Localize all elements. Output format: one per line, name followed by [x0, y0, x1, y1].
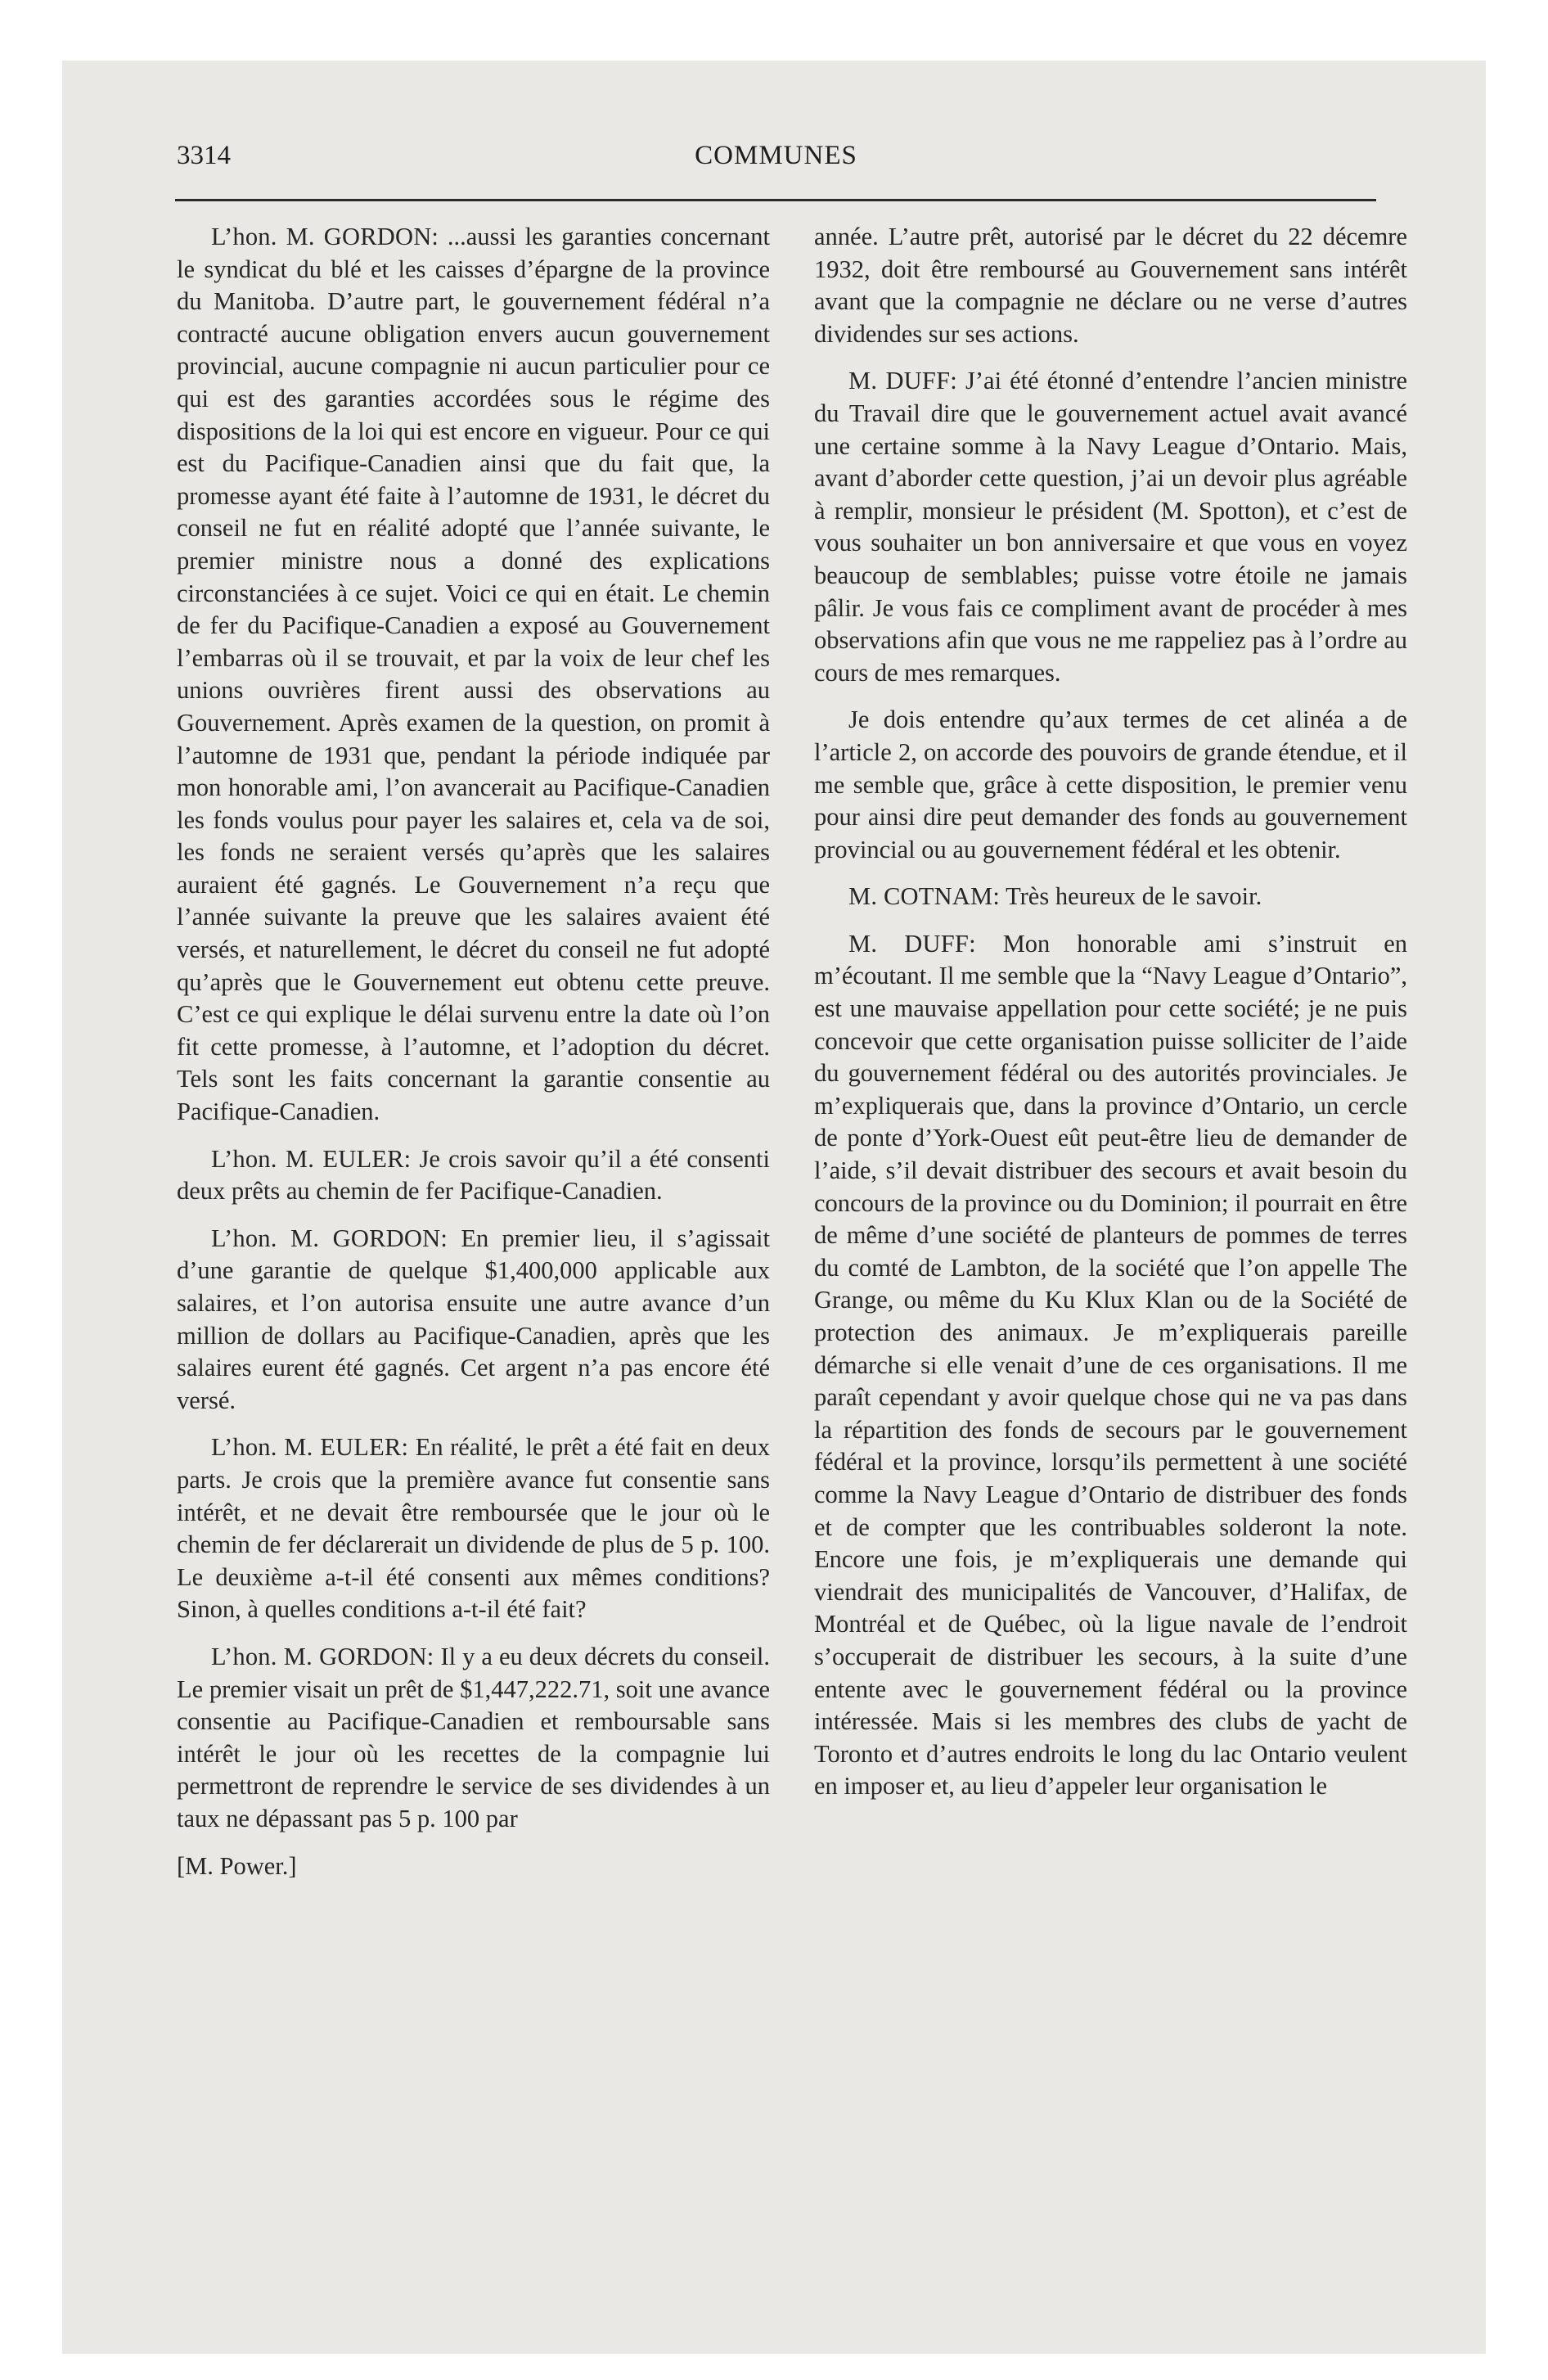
- paragraph-text: J’ai été étonné d’entendre l’ancien ministre du Travail dire que le gouvernement actuel avait avancé une certaine somme à la Navy League d’Ontario. Mais, avant d’aborder cette question, j’ai un devoir plus agréable à remplir, monsieur le président (M. Spotton), et c’est de vous souhaiter un bon anniversaire et que vous en voyez beaucoup de semblables; puisse votre étoile ne jamais pâlir. Je vous fais ce compliment avant de procéder à mes observations afin que vous ne me rappeliez pas à l’ordre au cours de mes remarques.: [814, 367, 1407, 687]
- paragraph: [814, 221, 1407, 350]
- paragraph: [177, 1223, 770, 1418]
- speaker-name: M. DUFF:: [848, 367, 957, 395]
- footer-note: [M. Power.]: [177, 1851, 297, 1880]
- speaker-name: M. COTNAM:: [848, 882, 1001, 911]
- paragraph-text: ...aussi les garanties concernant le syndicat du blé et les caisses d’épargne de la province du Manitoba. D’autre part, le gouvernement fédéral n’a contracté aucune obligation envers aucun gouvernement provincial, aucune compagnie ni aucun particulier pour ce qui est des garanties accordées sous le régime des dispositions de la loi qui est encore en vigueur. Pour ce qui est du Pacifique-Canadien ainsi que du fait que, la promesse ayant été faite à l’automne de 1931, le décret du conseil ne fut en réalité adopté que l’année suivante, le premier ministre nous a donné des explications circonstanciées à ce sujet. Voici ce qui en était. Le chemin de fer du Pacifique-Canadien a exposé au Gouvernement l’embarras où il se trouvait, et par la voix de leur chef les unions ouvrières firent aussi des observations au Gouvernement. Après examen de la question, on promit à l’automne de 1931 que, pendant la période indiquée par mon honorable ami, l’on avancerait au Pacifique-Canadien les fonds voulus pour payer les salaires et, cela va de soi, les fonds ne seraient versés qu’après que les salaires auraient été gagnés. Le Gouvernement n’a reçu que l’année suivante la preuve que les salaires avaient été versés, et naturellement, le décret du conseil ne fut adopté qu’après que le Gouvernement eut obtenu cette preuve. C’est ce qui explique le délai survenu entre la date où l’on fit cette promesse, à l’automne, et l’adoption du décret. Tels sont les faits concernant la garantie consentie au Pacifique-Canadien.: [177, 223, 770, 1126]
- page-header: [177, 141, 1375, 180]
- paragraph-text: Mon honorable ami s’instruit en m’écoutant. Il me semble que la “Navy League d’Ontario”, est une mauvaise appellation pour cette société; je ne puis concevoir que cette organisation puisse solliciter de l’aide du gouvernement fédéral ou des autorités provinciales. Je m’expliquerais que, dans la province d’Ontario, un cercle de ponte d’York-Ouest eût peut-être lieu de demander de l’aide, s’il devait distribuer des secours et avait besoin du concours de la province ou du Dominion; il pourrait en être de même d’une société de planteurs de pommes de terres du comté de Lambton, de la société que l’on appelle The Grange, ou même du Ku Klux Klan ou de la Société de protection des animaux. Je m’expliquerais pareille démarche si elle venait d’une de ces organisations. Il me paraît cependant y avoir quelque chose qui ne va pas dans la répartition des fonds de secours par le gouvernement fédéral et la province, lorsqu’ils permettent à une société comme la Navy League d’Ontario de distribuer des fonds et de compter que les contribuables solderont la note. Encore une fois, je m’expliquerais une demande qui viendrait des municipalités de Vancouver, d’Halifax, de Montréal et de Québec, où la ligue navale de l’endroit s’occuperait de distribuer les secours, à la suite d’une entente avec le gouvernement fédéral ou la province intéressée. Mais si les membres des clubs de yacht de Toronto et d’autres endroits le long du lac Ontario veulent en imposer et, au lieu d’appeler leur organisation le: [814, 929, 1408, 1801]
- speaker-name: M. DUFF:: [848, 929, 976, 958]
- paragraph: [177, 221, 770, 1129]
- page-number: 3314: [177, 141, 231, 170]
- header-rule: [175, 199, 1376, 201]
- paragraph-text: En premier lieu, il s’agissait d’une garantie de quelque $1,400,000 applicable aux salaires, et l’on autorisa ensuite une autre avance d’un million de dollars au Pacifique-Canadien, après que les salaires eurent été gagnés. Cet argent n’a pas encore été versé.: [177, 1224, 770, 1414]
- paragraph-text: Très heureux de le savoir.: [1000, 882, 1262, 911]
- paragraph-text: Il y a eu deux décrets du conseil. Le premier visait un prêt de $1,447,222.71, soit une avance consentie au Pacifique-Canadien et remboursable sans intérêt le jour où les recettes de la compagnie lui permettront de reprendre le service de ses dividendes à un taux ne dépassant pas 5 p. 100 par: [177, 1642, 770, 1832]
- paragraph-text: Je dois entendre qu’aux termes de cet alinéa a de l’article 2, on accorde des pouvoirs de grande étendue, et il me semble que, grâce à cette disposition, le premier venu pour ainsi dire peut demander des fonds au gouvernement provincial ou au gouvernement fédéral et les obtenir.: [814, 705, 1407, 863]
- paragraph-text: En réalité, le prêt a été fait en deux parts. Je crois que la première avance fut consentie sans intérêt, et ne devait être remboursée que le jour où le chemin de fer déclarerait un dividende de plus de 5 p. 100. Le deuxième a-t-il été consenti aux mêmes conditions? Sinon, à quelles conditions a-t-il été fait?: [177, 1433, 770, 1624]
- left-column: [177, 221, 770, 1897]
- speaker-name: L’hon. M. GORDON:: [211, 223, 439, 250]
- paragraph: [814, 365, 1407, 689]
- right-column: [814, 221, 1407, 1818]
- paragraph: [814, 928, 1407, 1803]
- speaker-name: L’hon. M. EULER:: [211, 1144, 412, 1173]
- running-head: COMMUNES: [695, 141, 857, 170]
- paragraph: [814, 704, 1407, 866]
- speaker-name: L’hon. M. GORDON:: [211, 1642, 434, 1670]
- paragraph-text: année. L’autre prêt, autorisé par le décret du 22 décemre 1932, doit être remboursé au Gouvernement sans intérêt avant que la compagnie ne déclare ou ne verse d’autres dividendes sur ses actions.: [814, 223, 1407, 348]
- paragraph: [814, 881, 1407, 913]
- speaker-name: L’hon. M. EULER:: [211, 1433, 409, 1462]
- speaker-name: L’hon. M. GORDON:: [211, 1224, 448, 1252]
- paragraph: [177, 1431, 770, 1626]
- paragraph: [177, 1143, 770, 1208]
- paragraph-text: Je crois savoir qu’il a été consenti deux prêts au chemin de fer Pacifique-Canadien.: [177, 1144, 770, 1206]
- paragraph: [177, 1641, 770, 1836]
